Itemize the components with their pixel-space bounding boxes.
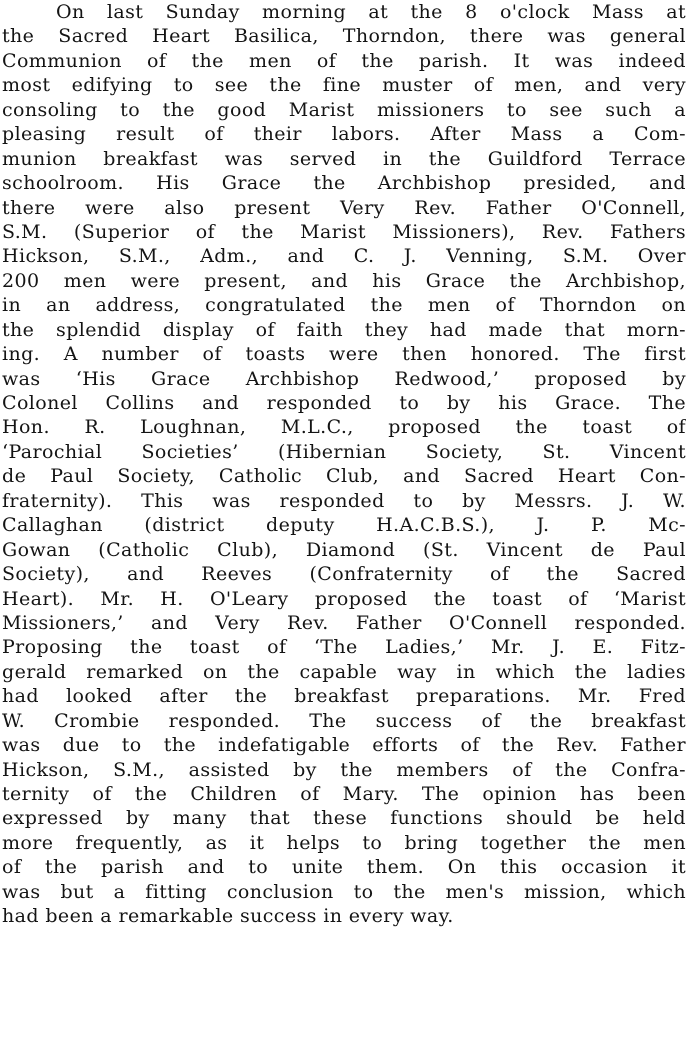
text-line: most edifying to see the fine muster of men, and very — [2, 74, 686, 97]
text-line: gerald remarked on the capable way in which the ladies — [2, 660, 686, 683]
text-line: Callaghan (district deputy H.A.C.B.S.), J. P. Mc- — [2, 514, 686, 537]
text-line: schoolroom. His Grace the Archbishop presided, and — [2, 172, 686, 195]
text-line: Missioners,’ and Very Rev. Father O'Connell responded. — [2, 611, 686, 634]
text-line: the Sacred Heart Basilica, Thorndon, there was general — [2, 25, 686, 48]
text-line: Colonel Collins and responded to by his Grace. The — [2, 392, 686, 414]
text-line: munion breakfast was served in the Guildford Terrace — [2, 147, 686, 170]
text-line: the splendid display of faith they had made that morn- — [2, 318, 686, 341]
text-line: more frequently, as it helps to bring together the men — [2, 831, 686, 854]
text-line: in an address, congratulated the men of Thorndon on — [2, 294, 686, 317]
text-line: W. Crombie responded. The success of the breakfast — [2, 709, 686, 732]
text-line: de Paul Society, Catholic Club, and Sacred Heart Con- — [2, 465, 686, 488]
text-line: Society), and Reeves (Confraternity of the Sacred — [2, 563, 686, 586]
text-line: Heart). Mr. H. O'Leary proposed the toast of ‘Marist — [2, 587, 686, 610]
text-line: had been a remarkable success in every way. — [2, 905, 454, 928]
text-line: had looked after the breakfast preparations. Mr. Fred — [2, 685, 686, 708]
text-line: Hon. R. Loughnan, M.L.C., proposed the toast of — [2, 416, 686, 439]
text-line: consoling to the good Marist missioners to see such a — [2, 98, 686, 121]
text-line: S.M. (Superior of the Marist Missioners), Rev. Fathers — [2, 220, 686, 243]
text-line: ing. A number of toasts were then honored. The first — [2, 343, 686, 366]
text-line: was ‘His Grace Archbishop Redwood,’ proposed by — [2, 367, 686, 390]
text-line: Communion of the men of the parish. It was indeed — [2, 49, 686, 72]
text-line: pleasing result of their labors. After Mass a Com- — [2, 123, 686, 146]
text-line: there were also present Very Rev. Father O'Connell, — [2, 196, 686, 219]
text-line: of the parish and to unite them. On this occasion it — [2, 856, 686, 879]
text-line: On last Sunday morning at the 8 o'clock Mass at — [56, 1, 686, 23]
text-line: Gowan (Catholic Club), Diamond (St. Vincent de Paul — [2, 538, 686, 561]
text-line: was but a fitting conclusion to the men's mission, which — [2, 880, 686, 903]
text-line: ternity of the Children of Mary. The opinion has been — [2, 783, 686, 805]
text-line: 200 men were present, and his Grace the Archbishop, — [2, 269, 686, 292]
text-line: Hickson, S.M., Adm., and C. J. Venning, S.M. Over — [2, 245, 686, 268]
text-line: fraternity). This was responded to by Messrs. J. W. — [2, 489, 686, 512]
text-line: ‘Parochial Societies’ (Hibernian Society, St. Vincent — [2, 440, 686, 463]
text-line: was due to the indefatigable efforts of the Rev. Father — [2, 734, 686, 757]
text-line: Proposing the toast of ‘The Ladies,’ Mr. J. E. Fitz- — [2, 636, 686, 659]
text-line: Hickson, S.M., assisted by the members of the Confra- — [2, 758, 686, 781]
text-line: expressed by many that these functions should be held — [2, 807, 686, 830]
